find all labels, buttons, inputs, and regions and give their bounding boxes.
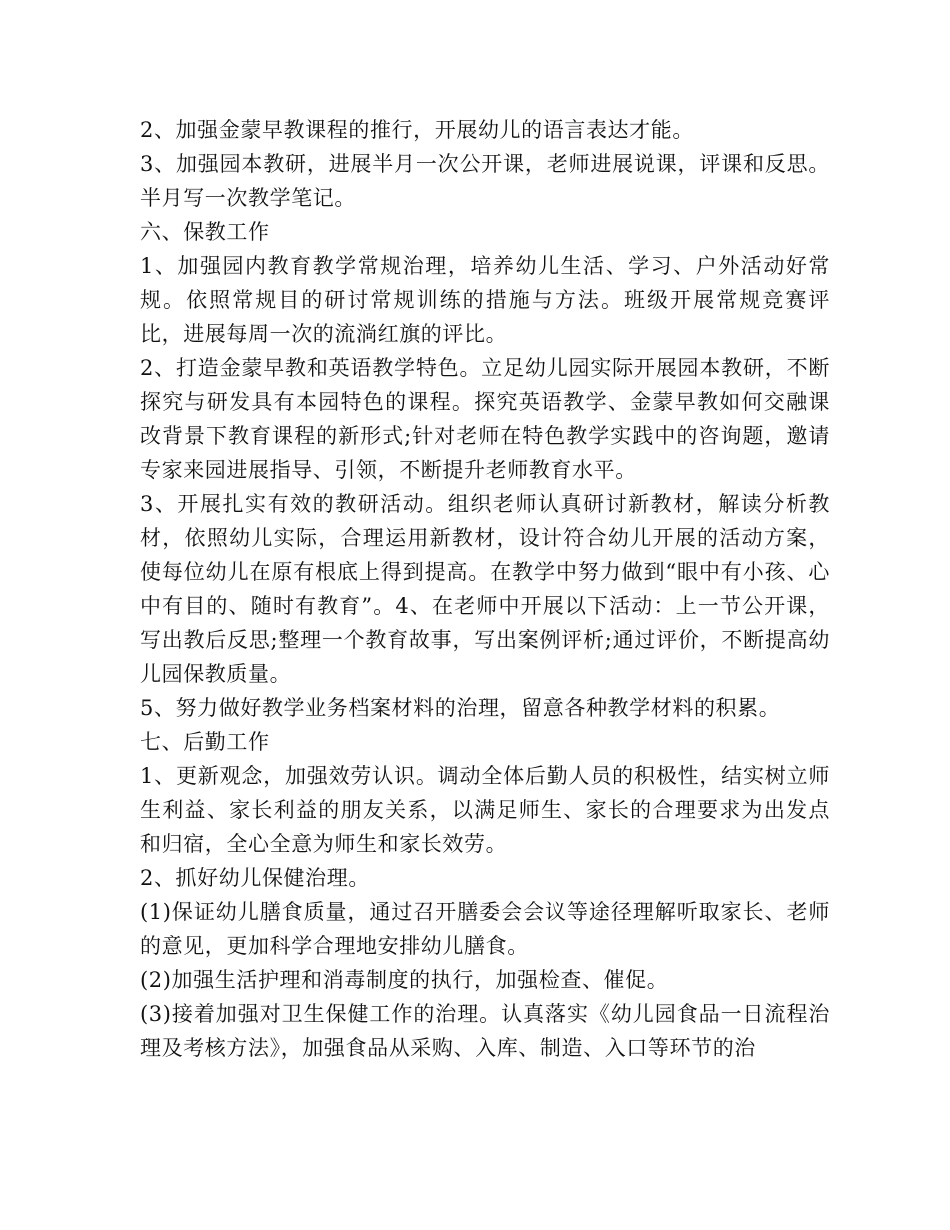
paragraph-12: (2)加强生活护理和消毒制度的执行，加强检查、催促。 <box>140 968 669 992</box>
paragraph-9: 1、更新观念，加强效劳认识。调动全体后勤人员的积极性，结实树立师生利益、家长利益的朋友关系，以满足师生、家长的合理要求为出发点和归宿，全心全意为师生和家长效劳。 <box>140 764 830 856</box>
paragraph-5: 2、打造金蒙早教和英语教学特色。立足幼儿园实际开展园本教研，不断探究与研发具有本园特色的课程。探究英语教学、金蒙早教如何交融课改背景下教育课程的新形式;针对老师在特色教学实践中的咨询题，邀请专家来园进展指导、引领，不断提升老师教育水平。 <box>140 356 830 482</box>
section-heading-6: 六、保教工作 <box>140 220 270 244</box>
paragraph-4: 1、加强园内教育教学常规治理，培养幼儿生活、学习、户外活动好常规。依照常规目的研讨常规训练的措施与方法。班级开展常规竞赛评比，进展每周一次的流淌红旗的评比。 <box>140 254 830 346</box>
paragraph-2: 3、加强园本教研，进展半月一次公开课，老师进展说课，评课和反思。半月写一次教学笔记。 <box>140 152 830 210</box>
paragraph-7: 5、努力做好教学业务档案材料的治理，留意各种教学材料的积累。 <box>140 696 781 720</box>
document-body <box>140 113 830 1065</box>
paragraph-13: (3)接着加强对卫生保健工作的治理。认真落实《幼儿园食品一日流程治理及考核方法》，加强食品从采购、入库、制造、入口等环节的治 <box>140 1002 830 1060</box>
section-heading-7: 七、后勤工作 <box>140 730 270 754</box>
paragraph-10: 2、抓好幼儿保健治理。 <box>140 866 370 890</box>
paragraph-6: 3、开展扎实有效的教研活动。组织老师认真研讨新教材，解读分析教材，依照幼儿实际，合理运用新教材，设计符合幼儿开展的活动方案，使每位幼儿在原有根底上得到提高。在教学中努力做到“眼中有小孩、心中有目的、随时有教育”。4、在老师中开展以下活动：上一节公开课，写出教后反思;整理一个教育故事，写出案例评析;通过评价，不断提高幼儿园保教质量。 <box>140 492 830 686</box>
paragraph-11: (1)保证幼儿膳食质量，通过召开膳委会会议等途径理解听取家长、老师的意见，更加科学合理地安排幼儿膳食。 <box>140 900 830 958</box>
paragraph-1: 2、加强金蒙早教课程的推行，开展幼儿的语言表达才能。 <box>140 118 694 142</box>
